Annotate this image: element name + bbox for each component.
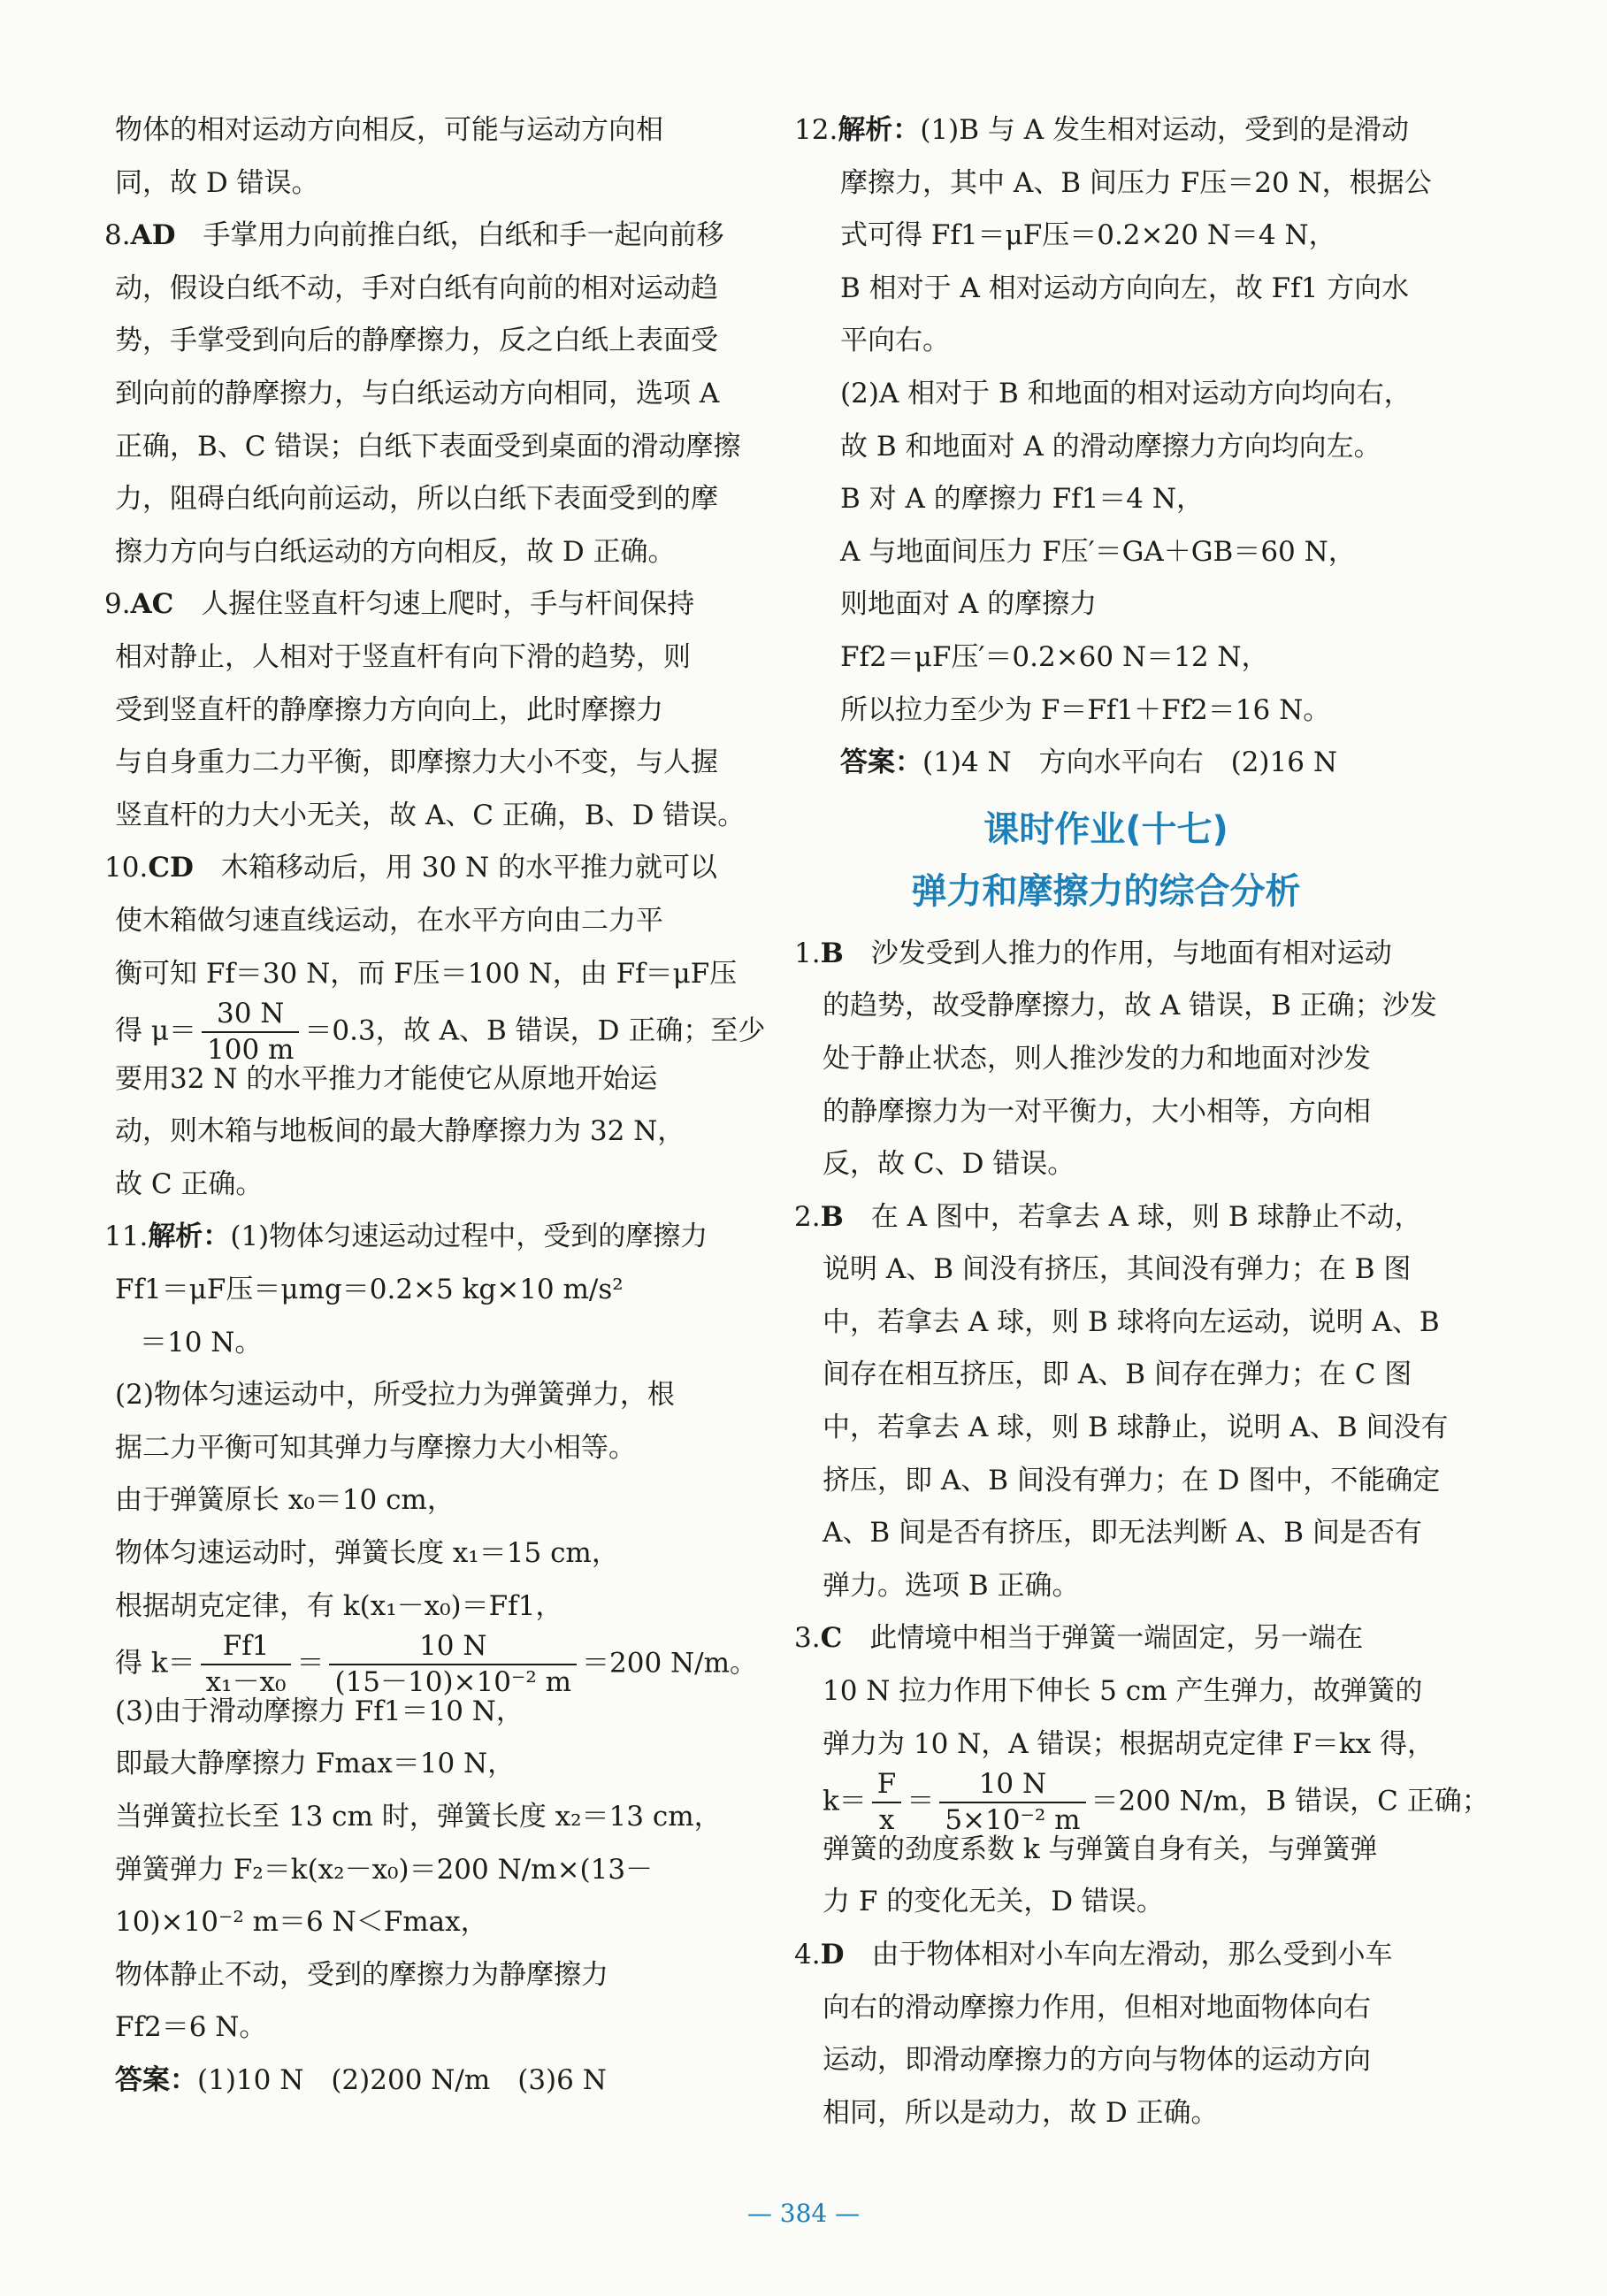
text-line: 动，则木箱与地板间的最大静摩擦力为 32 N， — [115, 1115, 685, 1148]
answer-choice: CD — [148, 852, 194, 884]
question-number: 11. — [104, 1221, 149, 1253]
text-fragment: ＝ — [296, 1647, 325, 1680]
text-line: 木箱移动后，用 30 N 的水平推力就可以 — [220, 852, 718, 884]
question-3 — [794, 1612, 1418, 1665]
text-line: 竖直杆的力大小无关，故 A、C 正确，B、D 错误。 — [115, 799, 746, 831]
fraction-denominator: (15－10)×10⁻² m — [334, 1666, 572, 1699]
question-1 — [794, 928, 1418, 981]
text-line: Ff2＝μF压′＝0.2×60 N＝12 N， — [840, 640, 1269, 673]
answer-choice: D — [820, 1939, 845, 1971]
text-line: ＝10 N。 — [140, 1326, 263, 1358]
text-line: 中，若拿去 A 球，则 B 球将向左运动，说明 A、B — [823, 1305, 1440, 1338]
text-line: A 与地面间压力 F压′＝GA＋GB＝60 N， — [840, 535, 1356, 568]
text-line: 衡可知 Ff＝30 N，而 F压＝100 N，由 Ff＝μF压 — [115, 957, 738, 990]
text-line: 力，阻碍白纸向前运动，所以白纸下表面受到的摩 — [115, 483, 718, 516]
text-fragment: k＝ — [823, 1785, 867, 1818]
answer-choice: C — [820, 1622, 843, 1655]
text-line: 的静摩擦力为一对平衡力，大小相等，方向相 — [823, 1095, 1371, 1128]
text-line: 弹力。选项 B 正确。 — [823, 1569, 1080, 1602]
text-line: 所以拉力至少为 F＝Ff1＋Ff2＝16 N。 — [840, 693, 1331, 726]
text-line: 反，故 C、D 错误。 — [823, 1148, 1075, 1181]
left-column — [104, 104, 766, 2108]
text-fragment: ＝200 N/m。 — [582, 1647, 758, 1680]
fraction-denominator: 5×10⁻² m — [945, 1804, 1081, 1837]
answer-text: (1)10 N (2)200 N/m (3)6 N — [197, 2063, 607, 2096]
question-number: 4. — [794, 1939, 821, 1971]
text-line: 弹簧弹力 F₂＝k(x₂－x₀)＝200 N/m×(13－ — [115, 1853, 654, 1886]
fraction-numerator: F — [872, 1771, 902, 1803]
text-line: 说明 A、B 间没有挤压，其间没有弹力；在 B 图 — [823, 1253, 1412, 1286]
text-line: 同，故 D 错误。 — [115, 166, 319, 199]
text-line: 间存在相互挤压，即 A、B 间存在弹力；在 C 图 — [823, 1358, 1412, 1391]
section-subtitle: 弹力和摩擦力的综合分析 — [911, 870, 1301, 912]
text-line: 物体的相对运动方向相反，可能与运动方向相 — [115, 114, 663, 146]
analysis-label: 解析： — [148, 1221, 231, 1253]
text-line: 由于弹簧原长 x₀＝10 cm， — [115, 1484, 455, 1517]
fraction-numerator: Ff1 — [201, 1633, 292, 1665]
text-line: 由于物体相对小车向左滑动，那么受到小车 — [871, 1939, 1393, 1971]
text-line: 据二力平衡可知其弹力与摩擦力大小相等。 — [115, 1431, 636, 1464]
text-line: 力 F 的变化无关，D 错误。 — [823, 1886, 1164, 1918]
question-number: 8. — [104, 219, 131, 252]
text-fragment: ＝200 N/m，B 错误，C 正确； — [1090, 1785, 1489, 1818]
question-number: 3. — [794, 1622, 821, 1655]
fraction-denominator: x — [878, 1804, 895, 1837]
text-line: B 对 A 的摩擦力 Ff1＝4 N， — [840, 483, 1204, 516]
text-line: 故 C 正确。 — [115, 1167, 264, 1200]
text-fragment: 得 k＝ — [115, 1647, 195, 1680]
formula-line — [794, 1768, 1489, 1837]
text-line: (2)A 相对于 B 和地面的相对运动方向均向右， — [840, 377, 1412, 409]
answer-choice: AD — [130, 219, 176, 252]
answer-choice: AC — [130, 588, 174, 621]
question-2 — [794, 1191, 1422, 1244]
answer-line — [104, 2055, 715, 2108]
text-line: 手掌用力向前推白纸，白纸和手一起向前移 — [203, 219, 724, 252]
text-line: 相对静止，人相对于竖直杆有向下滑的趋势，则 — [115, 640, 691, 673]
text-line: 则地面对 A 的摩擦力 — [840, 588, 1098, 621]
question-number: 9. — [104, 588, 131, 621]
answer-label: 答案： — [115, 2063, 197, 2096]
text-line: 物体匀速运动时，弹簧长度 x₁＝15 cm， — [115, 1537, 619, 1570]
formula-line — [104, 998, 766, 1067]
right-column — [794, 104, 1489, 2139]
text-line: 中，若拿去 A 球，则 B 球静止，说明 A、B 间没有 — [823, 1412, 1449, 1444]
question-number: 1. — [794, 937, 821, 969]
text-line: 挤压，即 A、B 间没有弹力；在 D 图中，不能确定 — [823, 1464, 1441, 1496]
text-fragment: ＝ — [907, 1785, 935, 1818]
answer-choice: B — [820, 937, 844, 969]
text-line: 受到竖直杆的静摩擦力方向向上，此时摩擦力 — [115, 693, 663, 726]
text-line: Ff2＝6 N。 — [115, 2011, 267, 2044]
text-line: 平向右。 — [840, 325, 950, 357]
text-line: B 相对于 A 相对运动方向向左，故 Ff1 方向水 — [840, 272, 1410, 304]
fraction-denominator: x₁－x₀ — [205, 1666, 287, 1699]
text-fragment: 得 μ＝ — [115, 1014, 197, 1047]
text-line: 擦力方向与白纸运动的方向相反，故 D 正确。 — [115, 535, 676, 568]
text-line: 人握住竖直杆匀速上爬时，手与杆间保持 — [201, 588, 695, 621]
question-number: 10. — [104, 852, 149, 884]
text-fragment: ＝0.3，故 A、B 错误，D 正确；至少 — [304, 1014, 766, 1047]
fraction-numerator: 10 N — [939, 1771, 1085, 1803]
fraction-denominator: 100 m — [207, 1034, 295, 1067]
analysis-label: 解析： — [838, 114, 921, 146]
text-line: 要用32 N 的水平推力才能使它从原地开始运 — [115, 1062, 658, 1095]
text-line: 处于静止状态，则人推沙发的力和地面对沙发 — [823, 1042, 1371, 1075]
text-line: Ff1＝μF压＝μmg＝0.2×5 kg×10 m/s² — [115, 1274, 624, 1306]
text-line: 故 B 和地面对 A 的滑动摩擦力方向均向左。 — [840, 430, 1381, 463]
text-line: 弹力为 10 N，A 错误；根据胡克定律 F＝kx 得， — [823, 1727, 1435, 1760]
text-line: 此情境中相当于弹簧一端固定，另一端在 — [869, 1622, 1364, 1655]
answer-text: (1)4 N 方向水平向右 (2)16 N — [922, 746, 1337, 779]
text-line: 到向前的静摩擦力，与白纸运动方向相同，选项 A — [115, 377, 720, 409]
text-line: 即最大静摩擦力 Fmax＝10 N， — [115, 1748, 516, 1780]
section-title: 课时作业(十七) — [983, 808, 1228, 850]
text-line: (3)由于滑动摩擦力 Ff1＝10 N， — [115, 1695, 524, 1727]
question-number: 2. — [794, 1200, 821, 1233]
text-line: 运动，即滑动摩擦力的方向与物体的运动方向 — [823, 2044, 1371, 2077]
text-line: 正确，B、C 错误；白纸下表面受到桌面的滑动摩擦 — [115, 430, 741, 463]
answer-choice: B — [820, 1200, 844, 1233]
text-line: 式可得 Ff1＝μF压＝0.2×20 N＝4 N， — [840, 219, 1336, 252]
text-line: (1)物体匀速运动过程中，受到的摩擦力 — [230, 1221, 708, 1253]
text-line: (2)物体匀速运动中，所受拉力为弹簧弹力，根 — [115, 1379, 675, 1412]
text-line: 相同，所以是动力，故 D 正确。 — [823, 2096, 1219, 2129]
text-line: 动，假设白纸不动，手对白纸有向前的相对运动趋 — [115, 272, 718, 304]
text-line: (1)B 与 A 发生相对运动，受到的是滑动 — [920, 114, 1409, 146]
text-line: 的趋势，故受静摩擦力，故 A 错误，B 正确；沙发 — [823, 990, 1437, 1022]
question-4 — [794, 1929, 1418, 1982]
text-line: 物体静止不动，受到的摩擦力为静摩擦力 — [115, 1958, 608, 1991]
text-line: 弹簧的劲度系数 k 与弹簧自身有关，与弹簧弹 — [823, 1833, 1378, 1865]
formula-line — [104, 1630, 758, 1699]
question-number: 12. — [794, 114, 838, 146]
question-11 — [104, 1211, 715, 1264]
text-line: 与自身重力二力平衡，即摩擦力大小不变，与人握 — [115, 746, 718, 779]
text-line: 在 A 图中，若拿去 A 球，则 B 球静止不动， — [870, 1200, 1422, 1233]
text-line: 势，手掌受到向后的静摩擦力，反之白纸上表面受 — [115, 325, 718, 357]
text-line: 10)×10⁻² m＝6 N＜Fmax， — [115, 1906, 488, 1939]
page-number: — 384 — — [746, 2199, 861, 2228]
question-10 — [104, 842, 718, 895]
question-9 — [104, 578, 715, 631]
question-12 — [794, 104, 1418, 157]
text-line: 沙发受到人推力的作用，与地面有相对运动 — [870, 937, 1392, 969]
text-line: 使木箱做匀速直线运动，在水平方向由二力平 — [115, 904, 663, 937]
text-line: 根据胡克定律，有 k(x₁－x₀)＝Ff1， — [115, 1589, 563, 1622]
text-line: A、B 间是否有挤压，即无法判断 A、B 间是否有 — [823, 1517, 1422, 1550]
text-line: 10 N 拉力作用下伸长 5 cm 产生弹力，故弹簧的 — [823, 1675, 1423, 1708]
answer-line — [794, 737, 1418, 790]
fraction-numerator: 30 N — [202, 1000, 299, 1033]
fraction-numerator: 10 N — [329, 1633, 577, 1665]
text-line: 摩擦力，其中 A、B 间压力 F压＝20 N，根据公 — [840, 166, 1432, 199]
question-8 — [104, 210, 724, 263]
text-line: 当弹簧拉长至 13 cm 时，弹簧长度 x₂＝13 cm， — [115, 1801, 722, 1833]
text-line: 向右的滑动摩擦力作用，但相对地面物体向右 — [823, 1991, 1371, 2024]
answer-label: 答案： — [840, 746, 922, 779]
